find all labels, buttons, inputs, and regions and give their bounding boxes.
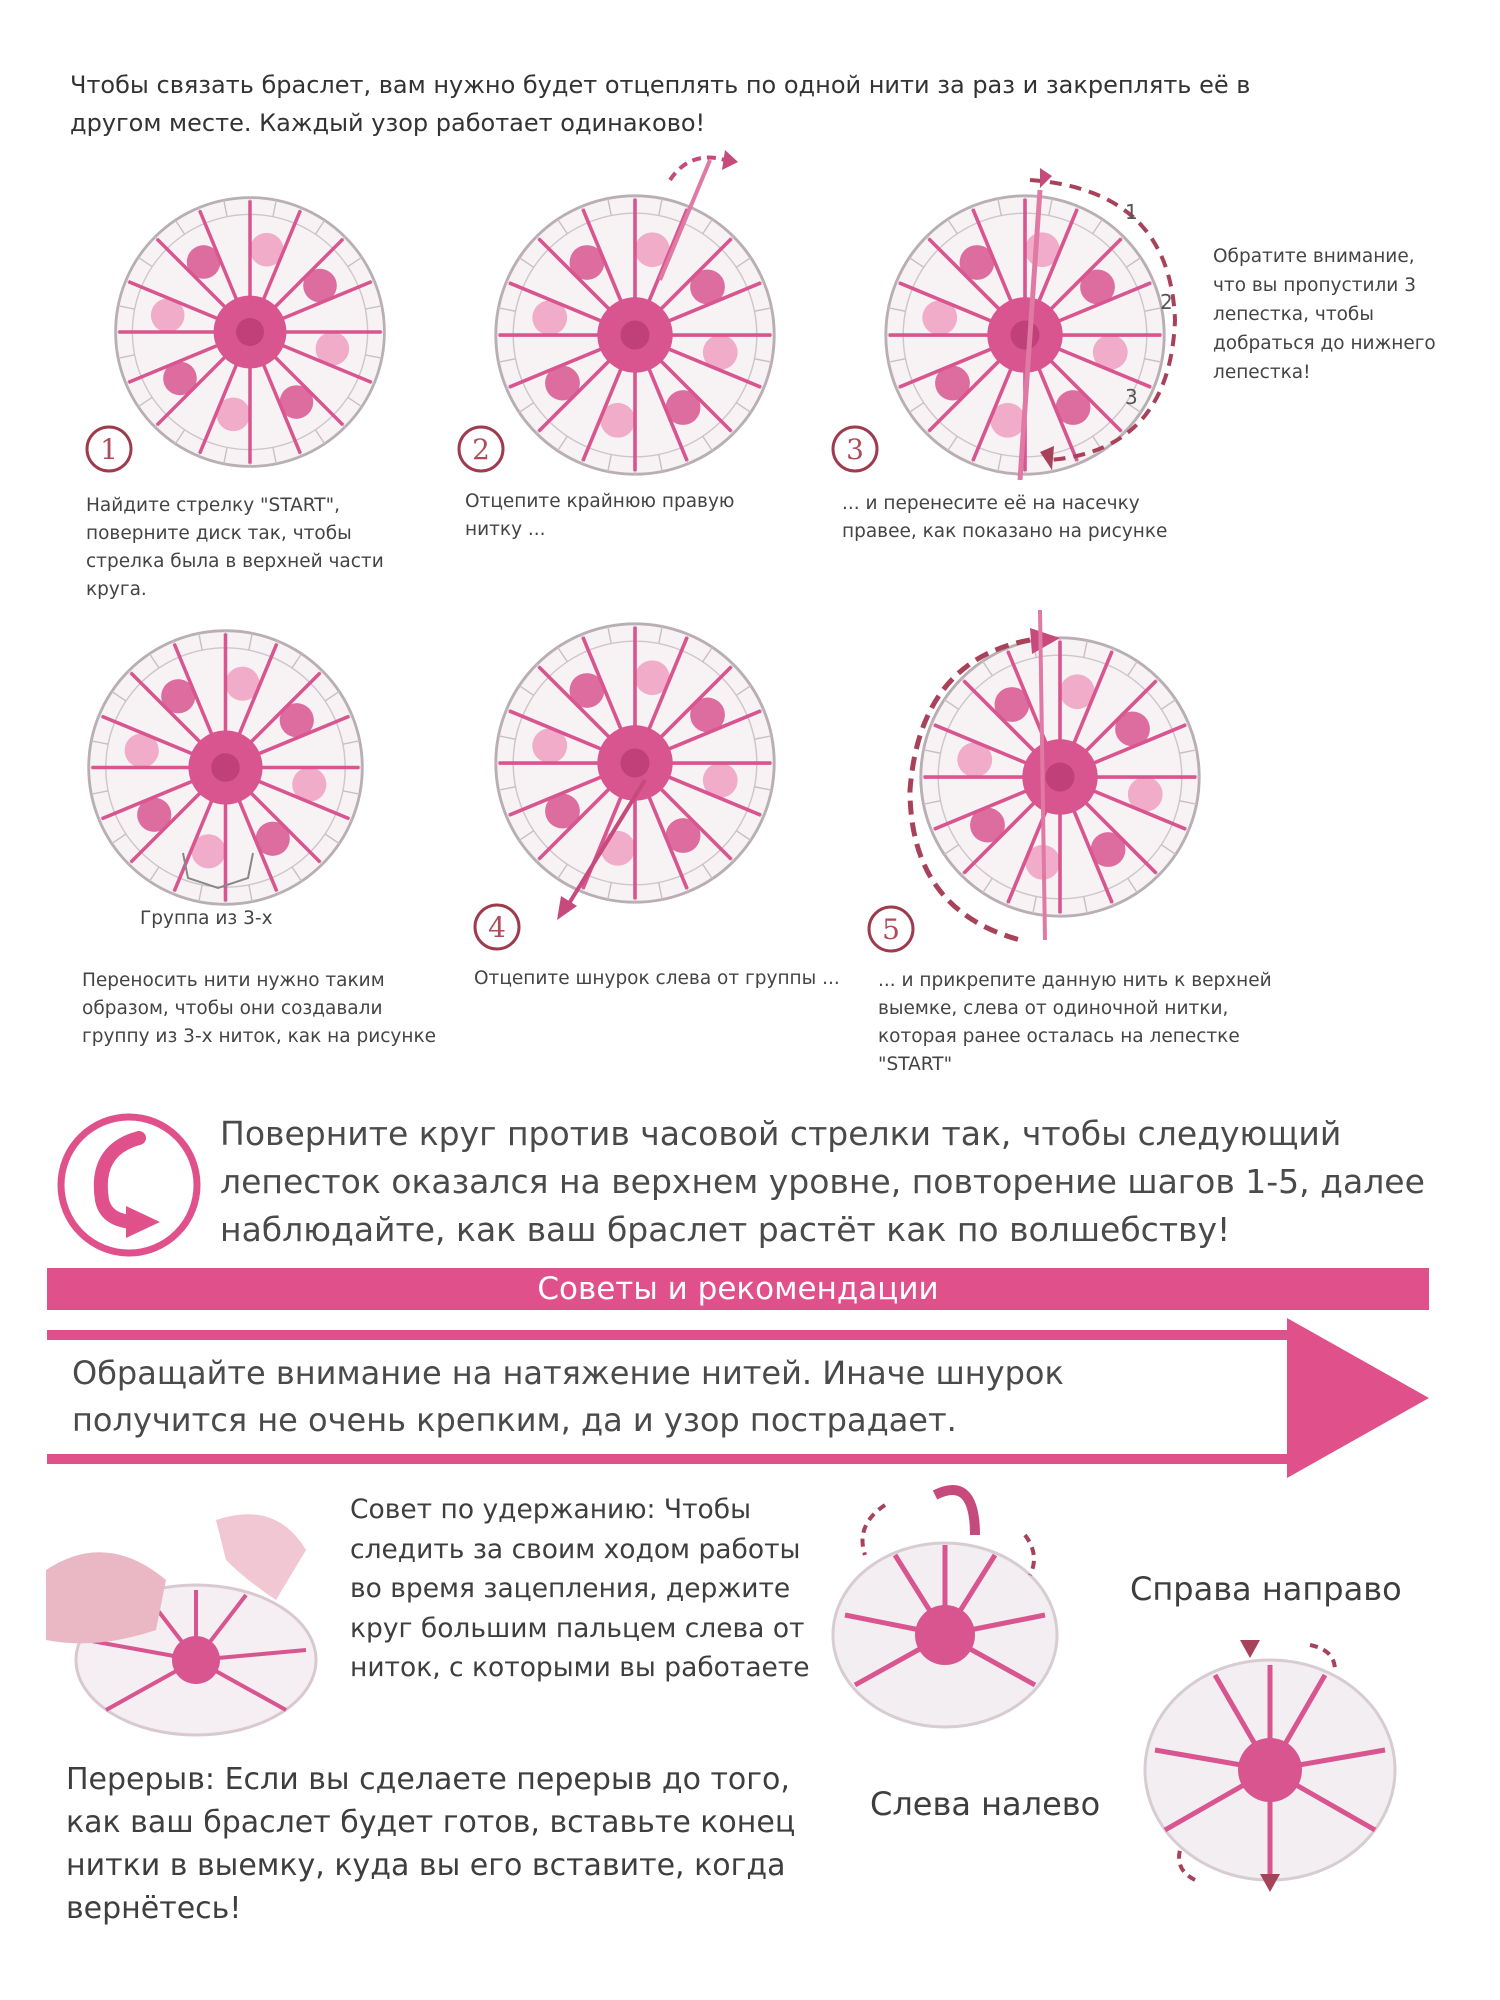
- skip-mark-1: 1: [1125, 200, 1138, 224]
- intro-text: Чтобы связать браслет, вам нужно будет отцеплять по одной нити за раз и закреплять её в другом месте. Каждый узор работает одинаково!: [70, 71, 1251, 137]
- disc-step-1: [110, 192, 390, 472]
- step-3-dashed-arrow-icon: [1000, 150, 1200, 490]
- skip-mark-2: 2: [1160, 290, 1173, 314]
- group-bracket-icon: [178, 848, 258, 894]
- tension-tip: Обращайте внимание на натяжение нитей. Иначе шнурок получится не очень крепким, да и узор пострадает.: [72, 1354, 1064, 1439]
- svg-text:5: 5: [882, 913, 900, 946]
- step-number-1-icon: [84, 424, 134, 474]
- direction-right-label: Справа направо: [1130, 1570, 1402, 1608]
- direction-left-disc-illustration: [825, 1475, 1065, 1735]
- break-tip: Перерыв: Если вы сделаете перерыв до того, как ваш браслет будет готов, вставьте конец нитки в выемку, куда вы его вставите, когда вернётесь!: [66, 1762, 796, 1926]
- step-number-3-icon: [830, 424, 880, 474]
- rotate-instruction: Поверните круг против часовой стрелки так, чтобы следующий лепесток оказался на верхнем уровне, повторение шагов 1-5, далее наблюдайте, как ваш браслет растёт как по волшебству!: [220, 1114, 1425, 1249]
- step-number-2-icon: [456, 424, 506, 474]
- step-2-arrow-icon: [640, 140, 740, 290]
- tips-banner: [47, 1268, 1429, 1310]
- hand-holding-disc-illustration: [46, 1490, 336, 1740]
- step-3-caption: ... и перенесите её на насечку правее, как показано на рисунке: [842, 493, 1168, 542]
- step-1-caption: Найдите стрелку "START", поверните диск так, чтобы стрелка была в верхней части круга.: [86, 495, 384, 600]
- step-4-arrow-icon: [545, 770, 665, 930]
- step-4-caption: Отцепите шнурок слева от группы ...: [474, 968, 840, 989]
- step-number-5-icon: [866, 904, 916, 954]
- tips-title: Советы и рекомендации: [537, 1271, 939, 1307]
- svg-text:3: 3: [846, 433, 864, 466]
- rotate-counterclockwise-icon: [54, 1110, 204, 1260]
- svg-text:1: 1: [100, 433, 118, 466]
- step-number-4-icon: [472, 902, 522, 952]
- direction-right-disc-illustration: [1135, 1630, 1405, 1900]
- direction-left-label: Слева налево: [870, 1785, 1101, 1823]
- step-5-dashed-arrow-icon: [880, 610, 1070, 950]
- loom-disc-icon: [110, 192, 390, 472]
- svg-text:4: 4: [488, 911, 506, 944]
- skip-mark-3: 3: [1125, 385, 1138, 409]
- step-5-caption: ... и прикрепите данную нить к верхней выемке, слева от одиночной нитки, которая ранее осталась на лепестке "START": [878, 970, 1272, 1075]
- group-label: Группа из 3-х: [140, 908, 273, 929]
- grip-tip: Совет по удержанию: Чтобы следить за своим ходом работы во время зацепления, держите круг большим пальцем слева от ниток, с которыми вы работаете: [350, 1494, 810, 1683]
- step-2-caption: Отцепите крайнюю правую нитку ...: [465, 491, 735, 540]
- group-caption: Переносить нити нужно таким образом, чтобы они создавали группу из 3-х ниток, как на рисунке: [82, 970, 437, 1047]
- svg-text:2: 2: [472, 433, 490, 466]
- skip-note: Обратите внимание, что вы пропустили 3 лепестка, чтобы добраться до нижнего лепестка!: [1213, 246, 1436, 383]
